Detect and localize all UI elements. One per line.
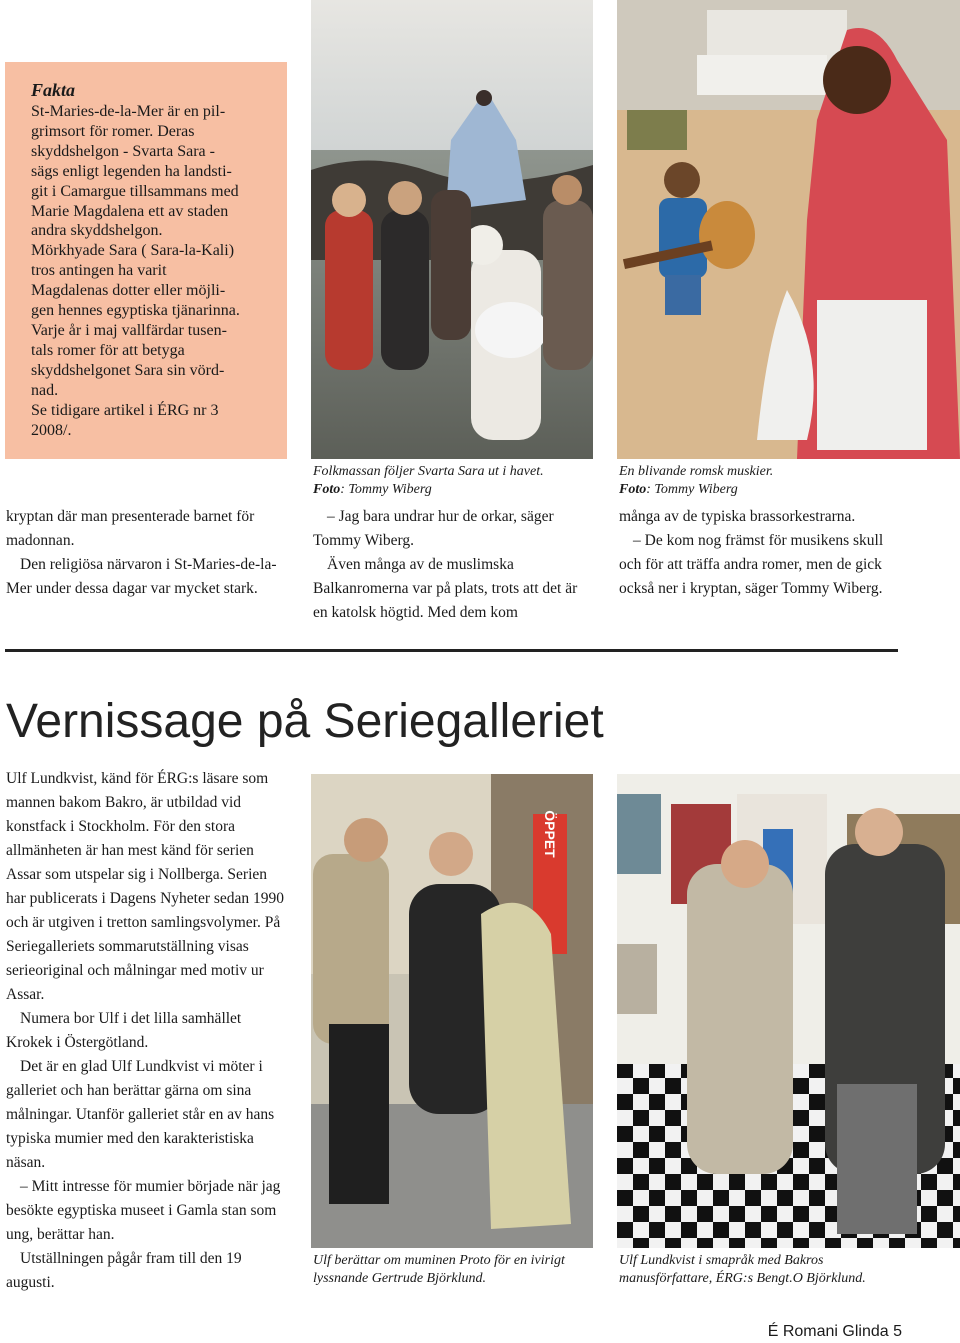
fakta-line: Se tidigare artikel i ÉRG nr 3 bbox=[31, 401, 219, 419]
col3-paragraph: – De kom nog främst för musikens skull och för att träffa andra romer, men de gick också ner i kryptan, säger Tommy Wiberg. bbox=[619, 532, 884, 597]
article-paragraph: Ulf Lundkvist, känd för ÉRG:s läsare som mannen bakom Bakro, är utbildad vid konstfack i Stockholm. För den stora allmänheten är han mest känd för serien Assar som utspelar sig i Nollberga. Serien har publicerats i Dagens Nyheter sedan 1990 och är utgiven i tretton samlingsvolymer. På Seriegalleriets sommarutställning visas serieoriginal och målningar med motiv ur Assar. bbox=[6, 770, 285, 1003]
article-paragraph: – Mitt intresse för mumier började när jag besökte egyptiska museet i Gamla stan som ung, berättar han. bbox=[6, 1178, 281, 1243]
col2-paragraph: Även många av de muslimska Balkanromerna var på plats, trots att det är en katolsk högtid. Med dem kom bbox=[313, 556, 578, 621]
article-paragraph: Numera bor Ulf i det lilla samhället Krokek i Östergötland. bbox=[6, 1010, 242, 1051]
page-footer: É Romani Glinda 5 bbox=[767, 1323, 902, 1340]
fakta-line: tals romer för att betyga bbox=[31, 341, 185, 359]
fakta-line: Magdalenas dotter eller möjli- bbox=[31, 282, 226, 300]
fakta-line: grimsort för romer. Deras bbox=[31, 122, 195, 140]
credit-name: : Tommy Wiberg bbox=[646, 482, 738, 497]
caption-text: Folkmassan följer Svarta Sara ut i havet. bbox=[313, 464, 544, 479]
photo-guitar-boy bbox=[617, 0, 960, 459]
gallery-illustration bbox=[617, 774, 960, 1248]
credit-label: Foto bbox=[313, 482, 341, 497]
col1-paragraph: Den religiösa närvaron i St-Maries-de-la-Mer under dessa dagar var mycket stark. bbox=[6, 556, 277, 597]
fakta-line: gen hennes egyptiska tjänarinna. bbox=[31, 302, 240, 320]
col3-paragraph: många av de typiska brassorkestrarna. bbox=[619, 508, 856, 525]
fakta-line: andra skyddshelgon. bbox=[31, 222, 163, 240]
credit-label: Foto bbox=[619, 482, 647, 497]
col1-paragraph: kryptan där man presenterade barnet för madonnan. bbox=[6, 508, 255, 549]
photo-gallery bbox=[617, 774, 960, 1248]
fakta-line: Varje år i maj vallfärdar tusen- bbox=[31, 321, 227, 339]
caption-gallery: Ulf Lundkvist i smapråk med Bakros manusförfattare, ÉRG:s Bengt.O Björklund. bbox=[619, 1253, 866, 1286]
photo-mummy-street bbox=[311, 774, 593, 1248]
article-paragraph: Utställningen pågår fram till den 19 augusti. bbox=[6, 1250, 242, 1291]
fakta-line: sägs enligt legenden ha landsti- bbox=[31, 162, 232, 180]
fakta-line: tros antingen ha varit bbox=[31, 262, 167, 280]
col2-paragraph: – Jag bara undrar hur de orkar, säger Tommy Wiberg. bbox=[313, 508, 554, 549]
fakta-line: 2008/. bbox=[31, 421, 72, 439]
fakta-line: Marie Magdalena ett av staden bbox=[31, 202, 229, 220]
fakta-line: skyddshelgon - Svarta Sara - bbox=[31, 142, 215, 160]
caption-procession bbox=[313, 463, 593, 499]
fakta-title: Fakta bbox=[31, 80, 76, 100]
fakta-line: git i Camargue tillsammans med bbox=[31, 182, 239, 200]
caption-text: En blivande romsk muskier. bbox=[619, 464, 774, 479]
col1-text bbox=[6, 505, 286, 601]
procession-illustration bbox=[311, 0, 593, 459]
col2-text bbox=[313, 505, 595, 625]
mummy-street-illustration bbox=[311, 774, 593, 1248]
caption-mummy: Ulf berättar om muminen Proto för en ivirigt lyssnande Gertrude Björklund. bbox=[313, 1253, 565, 1286]
credit-name: : Tommy Wiberg bbox=[340, 482, 432, 497]
col3-text bbox=[619, 505, 899, 601]
fakta-box bbox=[5, 62, 287, 459]
fakta-line: skyddshelgonet Sara sin vörd- bbox=[31, 361, 225, 379]
guitar-boy-illustration bbox=[617, 0, 960, 459]
photo-credit bbox=[313, 481, 593, 499]
article-headline: Vernissage på Seriegalleriet bbox=[6, 695, 604, 748]
fakta-line: Mörkhyade Sara ( Sara-la-Kali) bbox=[31, 242, 235, 260]
article-paragraph: Det är en glad Ulf Lundkvist vi möter i galleriet och han berättar gärna om sina målningar. Utanför galleriet står en av hans typiska mumier med den karakteristiska näsan. bbox=[6, 1058, 275, 1171]
shop-sign: ÖPPET bbox=[542, 810, 558, 858]
fakta-line: St-Maries-de-la-Mer är en pil- bbox=[31, 103, 226, 120]
section-divider bbox=[5, 649, 898, 652]
fakta-line: nad. bbox=[31, 381, 59, 399]
caption-guitar-boy bbox=[619, 463, 919, 499]
article-text bbox=[6, 767, 286, 1295]
photo-procession bbox=[311, 0, 593, 459]
photo-credit bbox=[619, 481, 919, 499]
